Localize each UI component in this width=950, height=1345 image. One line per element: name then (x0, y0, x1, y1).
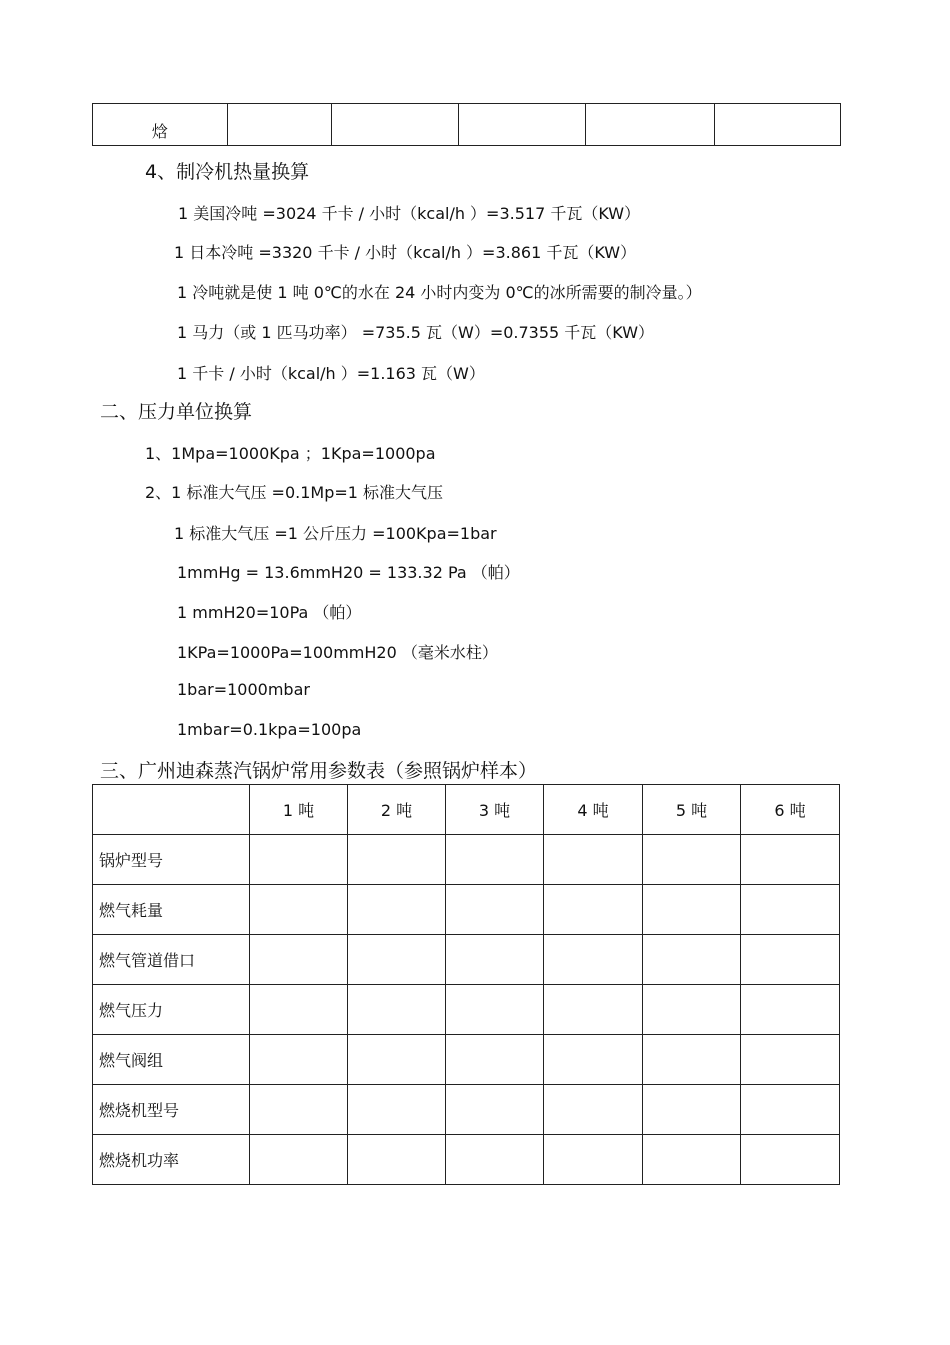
table-cell (446, 985, 544, 1035)
table-row (93, 104, 841, 146)
table-cell (348, 1135, 446, 1185)
table-cell (741, 985, 840, 1035)
pressure-line: 1mbar=0.1kpa=100pa (177, 720, 362, 739)
table-row (93, 985, 840, 1035)
table-cell (250, 835, 348, 885)
column-header: 3 吨 (446, 785, 544, 835)
table-cell (643, 935, 741, 985)
row-label: 燃烧机功率 (93, 1135, 250, 1185)
refrigeration-heading: 4、制冷机热量换算 (145, 161, 310, 183)
pressure-line: 2、1 标准大气压 =0.1Mp=1 标准大气压 (145, 483, 444, 502)
pressure-line: 1 mmH20=10Pa （帕） (177, 603, 362, 622)
table-cell (643, 1035, 741, 1085)
table-cell (348, 885, 446, 935)
table-cell (544, 1135, 643, 1185)
table-cell (586, 104, 715, 146)
table-cell (741, 1085, 840, 1135)
column-header: 4 吨 (544, 785, 643, 835)
table-cell (741, 835, 840, 885)
table-cell (544, 1085, 643, 1135)
table-cell (250, 1135, 348, 1185)
row-label: 燃气耗量 (93, 885, 250, 935)
pressure-line: 1bar=1000mbar (177, 680, 310, 699)
refrigeration-line: 1 日本冷吨 =3320 千卡 / 小时（kcal/h ）=3.861 千瓦（KW） (174, 243, 637, 262)
refrigeration-line: 1 冷吨就是使 1 吨 0℃的水在 24 小时内变为 0℃的冰所需要的制冷量。） (177, 283, 702, 302)
table-cell (643, 835, 741, 885)
table-cell (250, 985, 348, 1035)
pressure-heading: 二、压力单位换算 (100, 401, 253, 423)
table-cell (741, 1035, 840, 1085)
pressure-line: 1、1Mpa=1000Kpa ；1Kpa=1000pa (145, 444, 436, 463)
table-cell (741, 885, 840, 935)
table-cell (446, 885, 544, 935)
table-cell (741, 935, 840, 985)
table-cell (446, 1135, 544, 1185)
boiler-heading: 三、广州迪森蒸汽锅炉常用参数表（参照锅炉样本） (100, 760, 538, 782)
table-cell (459, 104, 586, 146)
row-label: 燃气压力 (93, 985, 250, 1035)
column-header: 2 吨 (348, 785, 446, 835)
table-cell (250, 935, 348, 985)
column-header: 5 吨 (643, 785, 741, 835)
table-cell (228, 104, 332, 146)
pressure-line: 1 标准大气压 =1 公斤压力 =100Kpa=1bar (174, 524, 497, 543)
row-label: 燃烧机型号 (93, 1085, 250, 1135)
table-cell (544, 985, 643, 1035)
table-cell (348, 985, 446, 1035)
table-cell (348, 835, 446, 885)
refrigeration-line: 1 千卡 / 小时（kcal/h ）=1.163 瓦（W） (177, 364, 485, 383)
table-cell (446, 1035, 544, 1085)
table-cell (643, 885, 741, 935)
table-cell-enthalpy: 焓 (93, 104, 228, 146)
table-cell (348, 1035, 446, 1085)
table-cell (643, 1085, 741, 1135)
table-row (93, 935, 840, 985)
refrigeration-line: 1 马力（或 1 匹马功率） =735.5 瓦（W）=0.7355 千瓦（KW） (177, 323, 655, 342)
table-row (93, 885, 840, 935)
row-label: 燃气管道借口 (93, 935, 250, 985)
table-row (93, 1085, 840, 1135)
pressure-line: 1mmHg = 13.6mmH20 = 133.32 Pa （帕） (177, 563, 520, 582)
table-cell (544, 835, 643, 885)
table-cell (348, 1085, 446, 1135)
table-cell (643, 1135, 741, 1185)
table-cell (446, 1085, 544, 1135)
row-label: 锅炉型号 (93, 835, 250, 885)
boiler-parameter-table (92, 784, 840, 1185)
column-header: 1 吨 (250, 785, 348, 835)
row-label: 燃气阀组 (93, 1035, 250, 1085)
table-corner-cell (93, 785, 250, 835)
table-cell (250, 1035, 348, 1085)
table-cell (643, 985, 741, 1035)
table-cell (332, 104, 459, 146)
table-cell (446, 935, 544, 985)
table-cell (544, 1035, 643, 1085)
table-row (93, 835, 840, 885)
table-cell (715, 104, 841, 146)
refrigeration-line: 1 美国冷吨 =3024 千卡 / 小时（kcal/h ）=3.517 千瓦（KW） (178, 204, 641, 223)
table-cell (250, 885, 348, 935)
table-row (93, 1035, 840, 1085)
pressure-line: 1KPa=1000Pa=100mmH20 （毫米水柱） (177, 643, 498, 662)
table-row (93, 1135, 840, 1185)
table-cell (348, 935, 446, 985)
table-cell (544, 935, 643, 985)
table-cell (446, 835, 544, 885)
table-cell (250, 1085, 348, 1135)
table-header-row (93, 785, 840, 835)
column-header: 6 吨 (741, 785, 840, 835)
top-partial-table (92, 103, 841, 146)
table-cell (741, 1135, 840, 1185)
table-cell (544, 885, 643, 935)
